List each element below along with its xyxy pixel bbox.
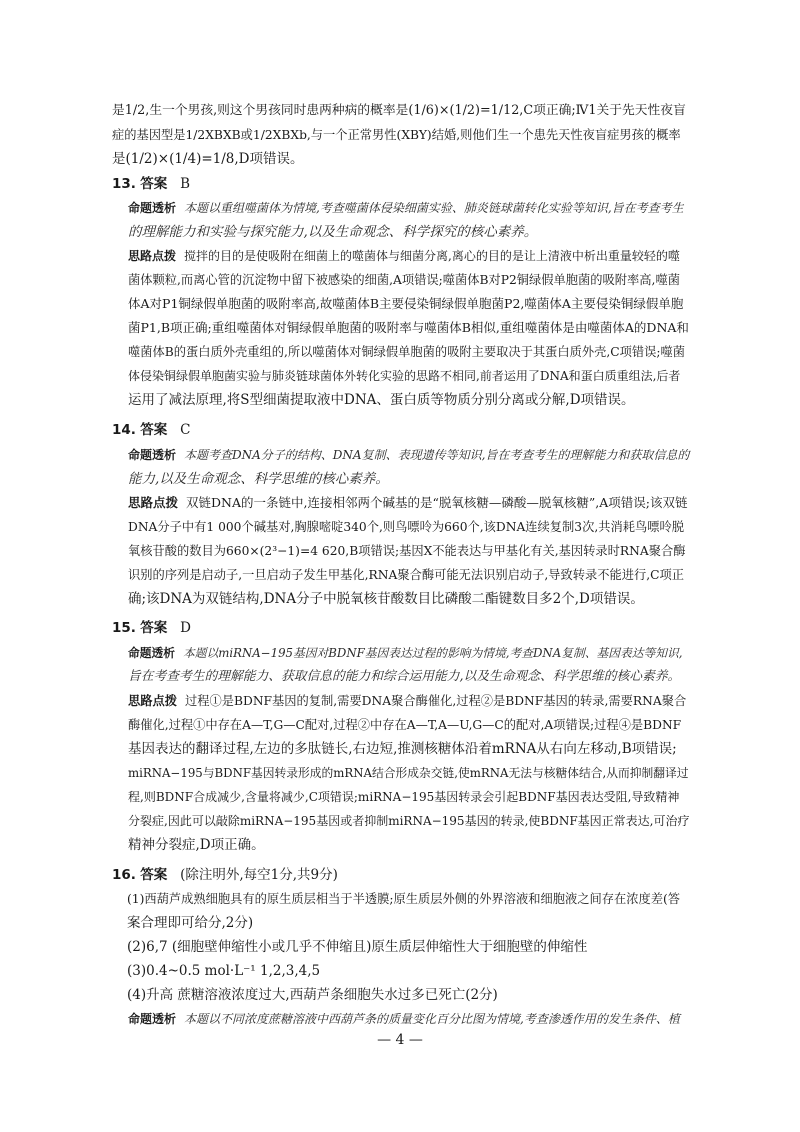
q15-answer-value: D bbox=[180, 620, 191, 636]
q13-analysis-line: 的理解能力和实验与探究能力,以及生命观念、科学探究的核心素养。 bbox=[128, 224, 538, 240]
q13-number: 13. bbox=[112, 176, 136, 192]
q15-analysis-line: 旨在考查考生的理解能力、获取信息的能力和综合运用能力,以及生命观念、科学思维的核心素养。 bbox=[128, 669, 681, 684]
q16-answer-lines bbox=[127, 887, 690, 1007]
q15-analysis-label: 命题透析 bbox=[128, 646, 175, 660]
q14-hint-line: 识别的序列是启动子,一旦启动子发生甲基化,RNA聚合酶可能无法识别启动子,导致转录不能进行,C项正 bbox=[128, 568, 684, 582]
q15-hint-label: 思路点拨 bbox=[128, 694, 177, 708]
q13-analysis bbox=[128, 196, 690, 244]
q13-answer-label: 答案 bbox=[140, 176, 168, 192]
q14-answer-label: 答案 bbox=[140, 422, 168, 438]
q15-hint-line: 基因表达的翻译过程,左边的多肽链长,右边短,推测核糖体沿着mRNA从右向左移动,B项错误; bbox=[128, 741, 677, 757]
intro-paragraph bbox=[112, 99, 690, 171]
q16-answer-line: (3)0.4~0.5 mol·L⁻¹ 1,2,3,4,5 bbox=[127, 963, 321, 979]
q14-analysis-line: 本题考查DNA分子的结构、DNA复制、表现遗传等知识,旨在考查考生的理解能力和获取信息的 bbox=[184, 448, 690, 462]
q14-analysis-label: 命题透析 bbox=[128, 448, 177, 462]
q15-hint-line: 精神分裂症,D项正确。 bbox=[128, 837, 265, 853]
q13-hint bbox=[128, 244, 690, 412]
q14-hint-line: DNA分子中有1 000个碱基对,胸腺嘧啶340个,则鸟嘌呤为660个,该DNA连续复制3次,共消耗鸟嘌呤脱 bbox=[128, 520, 684, 534]
q15-hint-line: 分裂症,因此可以敲除miRNA−195基因或者抑制miRNA−195基因的转录,使BDNF基因正常表达,可治疗 bbox=[128, 814, 690, 828]
q16-answer-line: (2)6,7 (细胞壁伸缩性小或几乎不伸缩且)原生质层伸缩性大于细胞壁的伸缩性 bbox=[127, 939, 588, 955]
q16-analysis bbox=[128, 1007, 690, 1031]
intro-line: 是(1/2)×(1/4)=1/8,D项错误。 bbox=[112, 151, 304, 167]
q16-answer-note: (除注明外,每空1分,共9分) bbox=[180, 867, 338, 883]
q16-answer bbox=[112, 863, 690, 887]
intro-line: 症的基因型是1/2XBXB或1/2XBXb,与一个正常男性(XBY)结婚,则他们生一个患先天性夜盲症男孩的概率 bbox=[112, 128, 681, 142]
q13-hint-line: 运用了减法原理,将S型细菌提取液中DNA、蛋白质等物质分别分离或分解,D项错误。 bbox=[128, 392, 635, 408]
q13-answer-value: B bbox=[180, 176, 191, 192]
q15-answer-label: 答案 bbox=[140, 620, 168, 636]
q13-hint-line: 噬菌体B的蛋白质外壳重组的,所以噬菌体对铜绿假单胞菌的吸附主要取决于其蛋白质外壳,C项错误;噬菌 bbox=[128, 345, 686, 359]
q14-analysis-line: 能力,以及生命观念、科学思维的核心素养。 bbox=[128, 471, 389, 487]
q15-hint bbox=[128, 689, 690, 857]
q15-analysis-line: 本题以miRNA−195基因对BDNF基因表达过程的影响为情境,考查DNA复制、基因表达等知识, bbox=[183, 646, 683, 660]
q16-answer-line: (1)西葫芦成熟细胞具有的原生质层相当于半透膜;原生质层外侧的外界溶液和细胞液之间存在浓度差(答 bbox=[127, 892, 681, 906]
q13-hint-line: 菌体颗粒,而离心管的沉淀物中留下被感染的细菌,A项错误;噬菌体B对P2铜绿假单胞菌的吸附率高,噬菌 bbox=[128, 273, 680, 287]
q13-answer bbox=[112, 172, 690, 196]
q15-number: 15. bbox=[112, 620, 136, 636]
q16-answer-line: (4)升高 蔗糖溶液浓度过大,西葫芦条细胞失水过多已死亡(2分) bbox=[127, 987, 498, 1003]
q13-analysis-line: 本题以重组噬菌体为情境,考查噬菌体侵染细菌实验、肺炎链球菌转化实验等知识,旨在考查考生 bbox=[184, 201, 684, 215]
q14-answer-value: C bbox=[180, 422, 191, 438]
q13-analysis-label: 命题透析 bbox=[128, 201, 177, 215]
q16-number: 16. bbox=[112, 867, 136, 883]
q15-answer bbox=[112, 616, 690, 640]
q16-answer-line: 案合理即可给分,2分) bbox=[127, 915, 254, 931]
q14-answer bbox=[112, 418, 690, 442]
q14-hint-line: 氧核苷酸的数目为660×(2³−1)=4 620,B项错误;基因X不能表达与甲基化有关,基因转录时RNA聚合酶 bbox=[128, 544, 686, 558]
q15-hint-line: 酶催化,过程①中存在A—T,G—C配对,过程②中存在A—T,A—U,G—C的配对,A项错误;过程④是BDNF bbox=[128, 718, 682, 732]
q16-analysis-line: 本题以不同浓度蔗糖溶液中西葫芦条的质量变化百分比图为情境,考查渗透作用的发生条件、植 bbox=[184, 1012, 680, 1026]
q13-hint-line: 体侵染铜绿假单胞菌实验与肺炎链球菌体外转化实验的思路不相同,前者运用了DNA和蛋白质重组法,后者 bbox=[128, 369, 681, 383]
q13-hint-label: 思路点拨 bbox=[128, 249, 177, 263]
q16-analysis-label: 命题透析 bbox=[128, 1012, 177, 1026]
q15-hint-line: 程,则BDNF合成减少,含量将减少,C项错误;miRNA−195基因转录会引起BDNF基因表达受阻,导致精神 bbox=[128, 790, 680, 804]
q15-hint-line: miRNA−195与BDNF基因转录形成的mRNA结合形成杂交链,使mRNA无法与核糖体结合,从而抑制翻译过 bbox=[128, 766, 689, 780]
q15-analysis bbox=[128, 641, 690, 689]
q13-hint-line: 体A对P1铜绿假单胞菌的吸附率高,故噬菌体B主要侵染铜绿假单胞菌P2,噬菌体A主要侵染铜绿假单胞 bbox=[128, 296, 684, 311]
q14-hint-line: 确;该DNA为双链结构,DNA分子中脱氧核苷酸数目比磷酸二酯键数目多2个,D项错误。 bbox=[128, 591, 644, 607]
q14-hint-label: 思路点拨 bbox=[128, 495, 179, 510]
q13-hint-line: 搅拌的目的是使吸附在细菌上的噬菌体与细菌分离,离心的目的是让上清液中析出重量较轻的噬 bbox=[184, 249, 680, 263]
q15-hint-line: 过程①是BDNF基因的复制,需要DNA聚合酶催化,过程②是BDNF基因的转录,需要RNA聚合 bbox=[185, 694, 687, 708]
intro-line: 是1/2,生一个男孩,则这个男孩同时患两种病的概率是(1/6)×(1/2)=1/12,C项正确;Ⅳ1关于先天性夜盲 bbox=[112, 103, 686, 118]
q16-answer-label: 答案 bbox=[140, 867, 168, 883]
q14-hint bbox=[128, 491, 690, 611]
q14-number: 14. bbox=[112, 422, 136, 438]
page-number: — 4 — bbox=[377, 1032, 423, 1048]
q14-hint-line: 双链DNA的一条链中,连接相邻两个碱基的是“脱氧核糖—磷酸—脱氧核糖”,A项错误;该双链 bbox=[186, 495, 688, 510]
q13-hint-line: 菌P1,B项正确;重组噬菌体对铜绿假单胞菌的吸附率与噬菌体B相似,重组噬菌体是由噬菌体A的DNA和 bbox=[128, 320, 689, 335]
q14-analysis bbox=[128, 443, 690, 491]
